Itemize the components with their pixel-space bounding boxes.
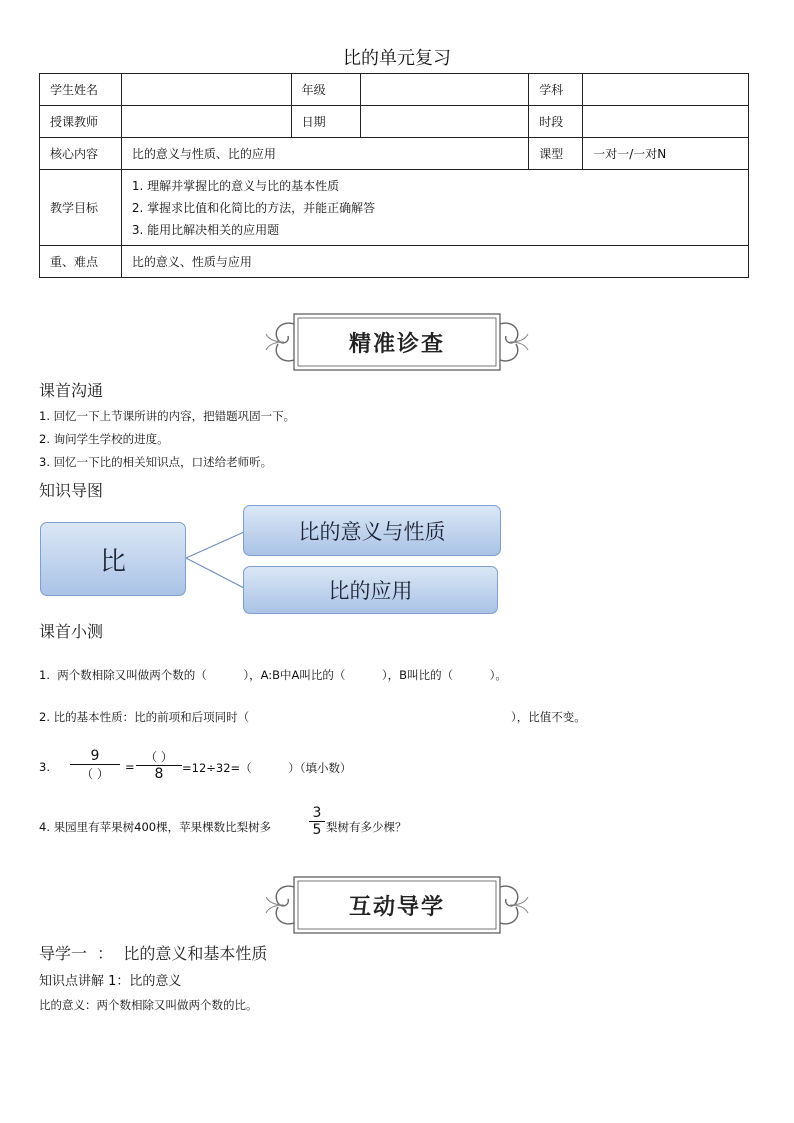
period-label: 时段 bbox=[529, 106, 583, 138]
equals-sign: = bbox=[125, 760, 135, 774]
quiz-question-3-number: 3. bbox=[39, 760, 50, 774]
page-title: 比的单元复习 bbox=[343, 48, 451, 69]
list-item: 1. 回忆一下上节课所讲的内容，把错题巩固一下。 bbox=[39, 409, 296, 423]
quiz-heading: 课首小测 bbox=[39, 622, 104, 641]
quiz-question-2-start: 2. 比的基本性质：比的前项和后项同时（ bbox=[39, 710, 250, 724]
mindmap-root: 比 bbox=[40, 522, 186, 596]
subject-value bbox=[583, 74, 749, 106]
goals-label: 教学目标 bbox=[40, 170, 122, 246]
mindmap-branch-application: 比的应用 bbox=[243, 566, 498, 614]
quiz-question-3-rest: =12÷32=（ ）（填小数） bbox=[182, 761, 352, 775]
list-item: 3. 回忆一下比的相关知识点，口述给老师听。 bbox=[39, 455, 273, 469]
quiz-question-1: 1. 两个数相除又叫做两个数的（ ），A:B中A叫比的（ ），B叫比的（ ）。 bbox=[39, 668, 507, 682]
core-value: 比的意义与性质、比的应用 bbox=[121, 138, 528, 170]
mindmap-connector bbox=[184, 520, 246, 600]
table-row bbox=[40, 246, 749, 278]
table-row bbox=[40, 170, 749, 246]
student-label: 学生姓名 bbox=[40, 74, 122, 106]
type-value: 一对一/一对N bbox=[583, 138, 749, 170]
communication-heading: 课首沟通 bbox=[39, 381, 104, 400]
goals-list bbox=[121, 170, 748, 246]
subject-label: 学科 bbox=[529, 74, 583, 106]
fraction-3-numerator: 3 bbox=[312, 805, 322, 821]
teacher-value bbox=[121, 106, 291, 138]
section-banner-interactive bbox=[264, 873, 530, 937]
fraction-1-numerator: 9 bbox=[90, 748, 100, 764]
fraction-2-denominator: 8 bbox=[154, 766, 164, 782]
goal-item: 1. 理解并掌握比的意义与比的基本性质 bbox=[131, 178, 340, 193]
teacher-label: 授课教师 bbox=[40, 106, 122, 138]
fraction-2 bbox=[136, 748, 182, 782]
grade-value bbox=[360, 74, 529, 106]
date-label: 日期 bbox=[291, 106, 360, 138]
grade-label: 年级 bbox=[291, 74, 360, 106]
fraction-3-denominator: 5 bbox=[312, 822, 322, 838]
fraction-3 bbox=[309, 805, 325, 838]
section-banner-diagnosis bbox=[264, 310, 530, 374]
guide-subheading: 知识点讲解 1：比的意义 bbox=[39, 974, 182, 989]
quiz-question-4-start: 4. 果园里有苹果树400棵，苹果棵数比梨树多 bbox=[39, 820, 272, 834]
key-value: 比的意义、性质与应用 bbox=[121, 246, 748, 278]
goal-item: 3. 能用比解决相关的应用题 bbox=[131, 222, 280, 237]
fraction-1-denominator: （ ） bbox=[81, 767, 109, 781]
date-value bbox=[360, 106, 529, 138]
period-value bbox=[583, 106, 749, 138]
mindmap-branch-meaning: 比的意义与性质 bbox=[243, 505, 501, 556]
mindmap-heading: 知识导图 bbox=[39, 481, 104, 500]
list-item: 2. 询问学生学校的进度。 bbox=[39, 432, 169, 446]
guide-text: 比的意义：两个数相除又叫做两个数的比。 bbox=[39, 998, 258, 1012]
goal-item: 2. 掌握求比值和化简比的方法，并能正确解答 bbox=[131, 200, 376, 215]
fraction-1 bbox=[70, 748, 120, 782]
quiz-question-2-end: ），比值不变。 bbox=[511, 710, 586, 724]
table-row bbox=[40, 74, 749, 106]
lesson-info-table bbox=[39, 73, 749, 278]
core-label: 核心内容 bbox=[40, 138, 122, 170]
student-value bbox=[121, 74, 291, 106]
quiz-question-4-end: 梨树有多少棵？ bbox=[326, 820, 407, 834]
type-label: 课型 bbox=[529, 138, 583, 170]
banner-title: 精准诊查 bbox=[348, 330, 445, 357]
key-label: 重、难点 bbox=[40, 246, 122, 278]
table-row bbox=[40, 138, 749, 170]
banner-title: 互动导学 bbox=[348, 893, 445, 920]
table-row bbox=[40, 106, 749, 138]
fraction-2-numerator: （ ） bbox=[145, 750, 173, 764]
guide-heading: 导学一 ： 比的意义和基本性质 bbox=[39, 944, 268, 963]
